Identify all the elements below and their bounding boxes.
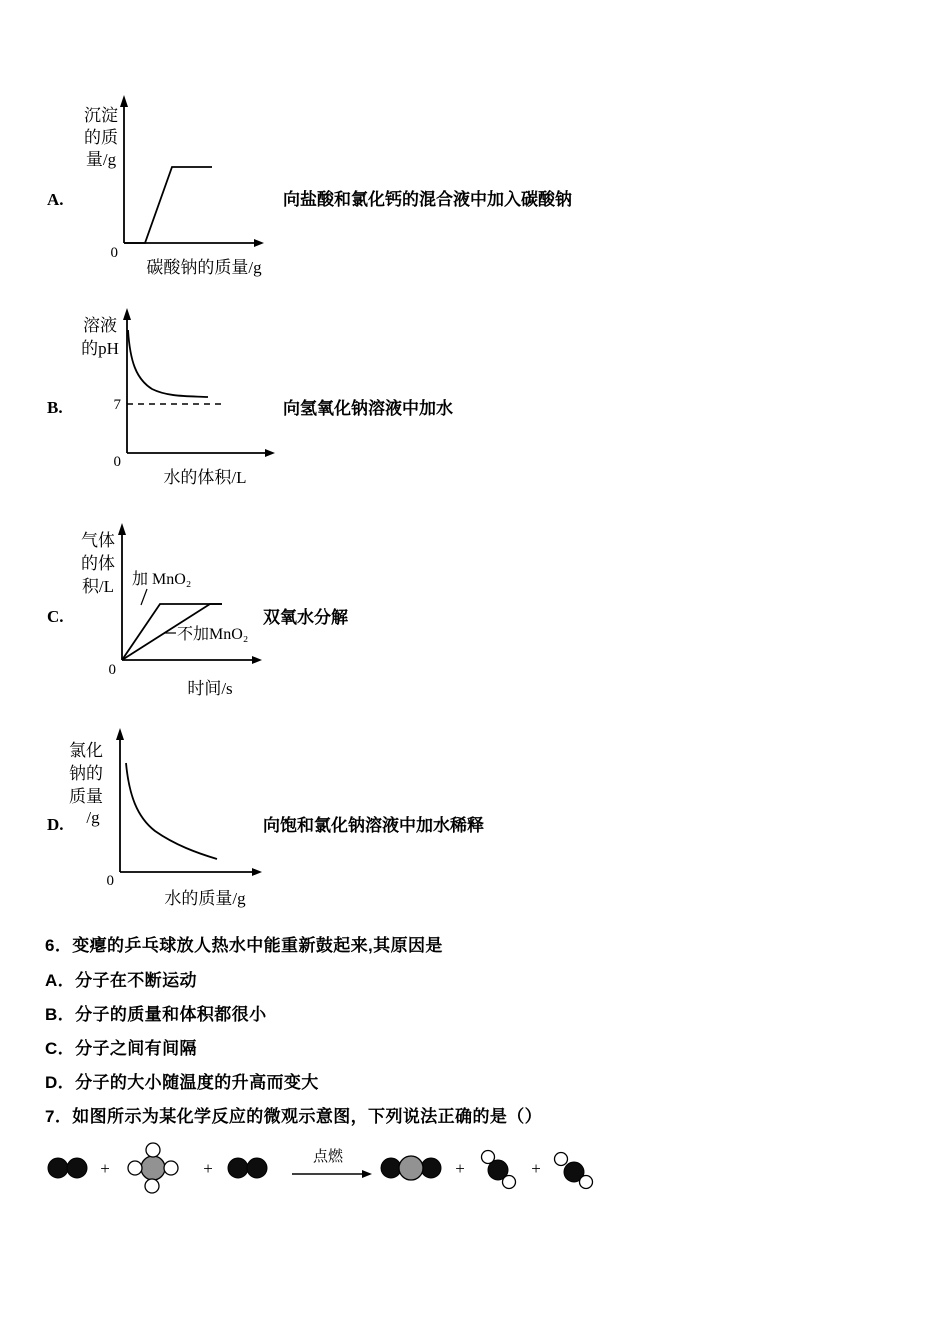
graph-c-origin-label: 0 bbox=[108, 662, 116, 678]
graph-b-x-arrow-icon bbox=[265, 449, 275, 457]
methane-molecule-icon bbox=[128, 1143, 178, 1193]
question-6-choice-a: A．分子在不断运动 bbox=[45, 971, 197, 990]
oxygen-molecule-icon bbox=[228, 1158, 267, 1178]
graph-d-y-arrow-icon bbox=[116, 728, 124, 740]
graph-d-ylabel-line1: 氯化 bbox=[69, 741, 103, 760]
graph-d-ylabel-line3: 质量 bbox=[69, 787, 103, 806]
graph-d-ylabel-line4: /g bbox=[86, 808, 100, 827]
graph-b-ylabel-line1: 溶液 bbox=[83, 316, 117, 335]
graph-d-origin-label: 0 bbox=[106, 873, 114, 889]
graph-a-curve bbox=[124, 167, 212, 243]
reaction-arrowhead-icon bbox=[362, 1170, 372, 1178]
option-b-description: 向氢氧化钠溶液中加水 bbox=[283, 399, 453, 418]
option-b-label: B. bbox=[47, 398, 63, 417]
graph-a-ylabel-line1: 沉淀 bbox=[84, 106, 118, 125]
graph-b-y-arrow-icon bbox=[123, 308, 131, 320]
plus-sign: + bbox=[203, 1159, 213, 1178]
graph-d-curve bbox=[126, 763, 217, 859]
plus-sign: + bbox=[455, 1159, 465, 1178]
graph-d-chart bbox=[55, 723, 290, 918]
graph-c-ylabel-line1: 气体 bbox=[81, 531, 115, 550]
option-a-description: 向盐酸和氯化钙的混合液中加入碳酸钠 bbox=[283, 190, 572, 209]
question-7-stem: 7．如图所示为某化学反应的微观示意图，下列说法正确的是（） bbox=[45, 1107, 543, 1126]
option-d-label: D. bbox=[47, 815, 64, 834]
graph-d-xlabel: 水的质量/g bbox=[164, 889, 246, 908]
graph-b-origin-label: 0 bbox=[113, 454, 121, 470]
graph-c-xlabel: 时间/s bbox=[187, 679, 233, 698]
graph-a-origin-label: 0 bbox=[110, 245, 118, 261]
ignite-condition-label: 点燃 bbox=[312, 1149, 344, 1165]
graph-b-chart bbox=[70, 303, 285, 493]
oxygen-molecule-icon bbox=[48, 1158, 87, 1178]
graph-a-ylabel-line3: 量/g bbox=[85, 150, 117, 169]
water-molecule-icon bbox=[555, 1153, 593, 1189]
question-6-choice-b: B．分子的质量和体积都很小 bbox=[45, 1005, 267, 1024]
graph-c-with-catalyst-label: 加 MnO₂ bbox=[132, 571, 192, 588]
graph-a-y-arrow-icon bbox=[120, 95, 128, 107]
graph-c-x-arrow-icon bbox=[252, 656, 262, 664]
water-molecule-icon bbox=[482, 1151, 516, 1189]
graph-c-y-arrow-icon bbox=[118, 523, 126, 535]
question-6-stem: 6．变瘪的乒乓球放人热水中能重新鼓起来,其原因是 bbox=[45, 936, 443, 955]
question-7-reaction-diagram bbox=[40, 1130, 620, 1205]
graph-c-ylabel-line2: 的体 bbox=[81, 554, 115, 573]
option-c-label: C. bbox=[47, 607, 64, 626]
carbon-dioxide-molecule-icon bbox=[381, 1156, 441, 1180]
graph-b-curve bbox=[128, 330, 208, 397]
graph-a-xlabel: 碳酸钠的质量/g bbox=[146, 258, 262, 277]
graph-b-xlabel: 水的体积/L bbox=[163, 468, 247, 487]
option-d-description: 向饱和氯化钠溶液中加水稀释 bbox=[263, 816, 484, 835]
graph-c-ylabel-line3: 积/L bbox=[81, 577, 115, 596]
plus-sign: + bbox=[531, 1159, 541, 1178]
graph-a-ylabel-line2: 的质 bbox=[84, 128, 118, 147]
plus-sign: + bbox=[100, 1159, 110, 1178]
question-6-choice-c: C．分子之间有间隔 bbox=[45, 1039, 197, 1058]
question-6-choice-d: D．分子的大小随温度的升高而变大 bbox=[45, 1073, 319, 1092]
graph-a-chart bbox=[70, 90, 285, 285]
graph-b-ph7-label: 7 bbox=[113, 397, 121, 413]
graph-c-without-catalyst-label: 不加MnO₂ bbox=[177, 626, 249, 643]
graph-d-ylabel-line2: 钠的 bbox=[69, 764, 103, 783]
graph-a-x-arrow-icon bbox=[254, 239, 264, 247]
graph-c-catalyst-pointer-line bbox=[141, 589, 147, 605]
graph-d-x-arrow-icon bbox=[252, 868, 262, 876]
option-a-label: A. bbox=[47, 190, 64, 209]
option-c-description: 双氧水分解 bbox=[263, 608, 348, 627]
graph-c-chart bbox=[70, 518, 290, 708]
graph-b-ylabel-line2: 的pH bbox=[81, 339, 119, 358]
